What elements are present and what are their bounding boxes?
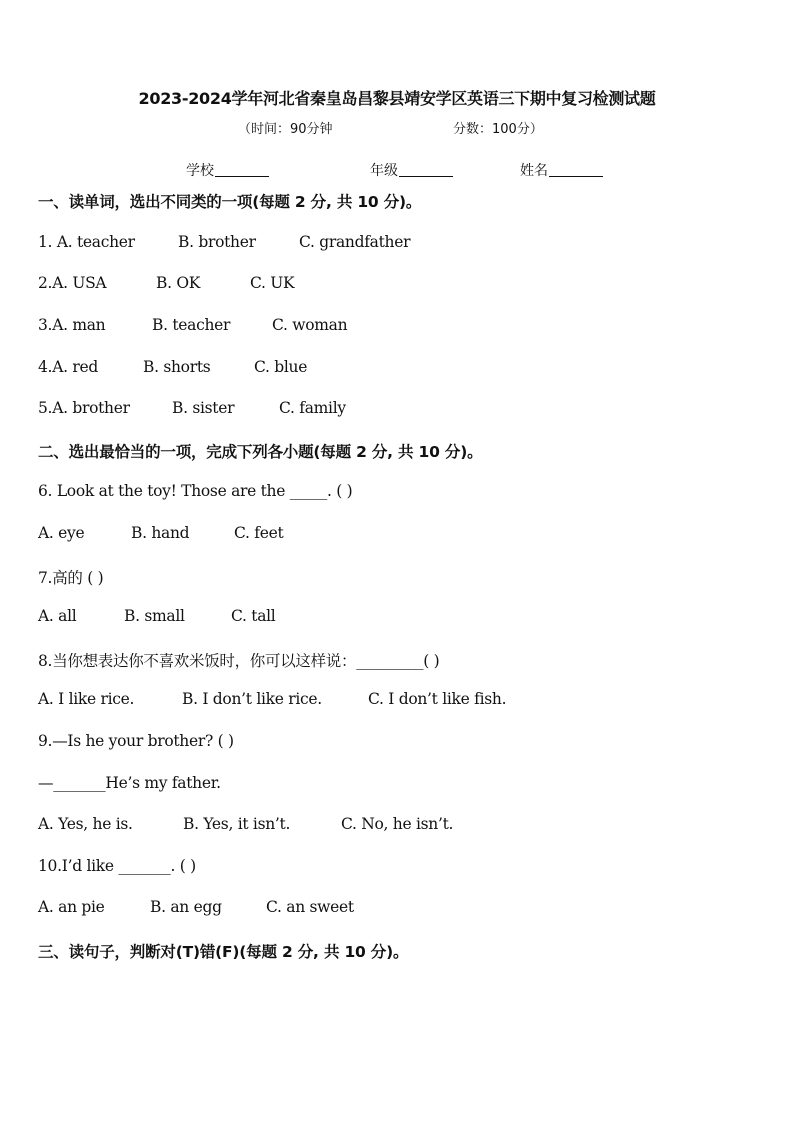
question-4-option-c: C. blue	[254, 358, 308, 376]
question-1-option-a: 1. A. teacher	[38, 233, 135, 251]
question-4-option-a: 4.A. red	[38, 358, 98, 376]
exam-title: 2023-2024学年河北省秦皇岛昌黎县靖安学区英语三下期中复习检测试题	[138, 89, 656, 108]
name-blank[interactable]	[549, 162, 603, 177]
school-field	[186, 160, 269, 180]
question-7-option-b: B. small	[124, 607, 185, 625]
question-8-option-c: C. I don’t like fish.	[368, 690, 507, 708]
name-field	[520, 160, 603, 180]
question-9-option-b: B. Yes, it isn’t.	[183, 815, 291, 833]
name-label: 姓名	[520, 163, 548, 179]
question-8-stem: 8.当你想表达你不喜欢米饭时，你可以这样说：_________( )	[38, 652, 440, 670]
question-7-stem: 7.高的 ( )	[38, 569, 104, 587]
question-6-stem: 6. Look at the toy! Those are the _____. ( )	[38, 482, 353, 500]
question-4-option-b: B. shorts	[143, 358, 211, 376]
question-9-reply: —_______He’s my father.	[38, 774, 221, 792]
question-5-option-b: B. sister	[172, 399, 235, 417]
question-10-stem: 10.I’d like _______. ( )	[38, 857, 196, 875]
question-9-stem: 9.—Is he your brother? ( )	[38, 732, 234, 750]
section-2-heading: 二、选出最恰当的一项，完成下列各小题(每题 2 分, 共 10 分)。	[38, 443, 483, 461]
question-7-option-a: A. all	[38, 607, 77, 625]
question-5-option-a: 5.A. brother	[38, 399, 130, 417]
question-8-option-a: A. I like rice.	[38, 690, 135, 708]
question-3-option-c: C. woman	[272, 316, 348, 334]
question-2-option-a: 2.A. USA	[38, 274, 107, 292]
grade-blank[interactable]	[399, 162, 453, 177]
question-6-option-b: B. hand	[131, 524, 190, 542]
question-10-option-b: B. an egg	[150, 898, 222, 916]
question-5-option-c: C. family	[279, 399, 346, 417]
school-blank[interactable]	[215, 162, 269, 177]
school-label: 学校	[186, 163, 214, 179]
question-2-option-c: C. UK	[250, 274, 295, 292]
grade-field	[370, 160, 453, 180]
section-1-heading: 一、读单词，选出不同类的一项(每题 2 分, 共 10 分)。	[38, 193, 422, 211]
question-7-option-c: C. tall	[231, 607, 276, 625]
question-10-option-c: C. an sweet	[266, 898, 354, 916]
question-3-option-b: B. teacher	[152, 316, 231, 334]
question-1-option-b: B. brother	[178, 233, 256, 251]
question-9-option-c: C. No, he isn’t.	[341, 815, 454, 833]
question-8-option-b: B. I don’t like rice.	[182, 690, 322, 708]
question-2-option-b: B. OK	[156, 274, 201, 292]
question-1-option-c: C. grandfather	[299, 233, 411, 251]
question-6-option-a: A. eye	[38, 524, 85, 542]
question-3-option-a: 3.A. man	[38, 316, 106, 334]
question-9-option-a: A. Yes, he is.	[38, 815, 133, 833]
exam-time: （时间：90分钟	[238, 122, 333, 137]
grade-label: 年级	[370, 163, 398, 179]
section-3-heading: 三、读句子，判断对(T)错(F)(每题 2 分, 共 10 分)。	[38, 943, 409, 961]
question-10-option-a: A. an pie	[38, 898, 105, 916]
exam-score: 分数：100分）	[453, 122, 543, 137]
question-6-option-c: C. feet	[234, 524, 284, 542]
